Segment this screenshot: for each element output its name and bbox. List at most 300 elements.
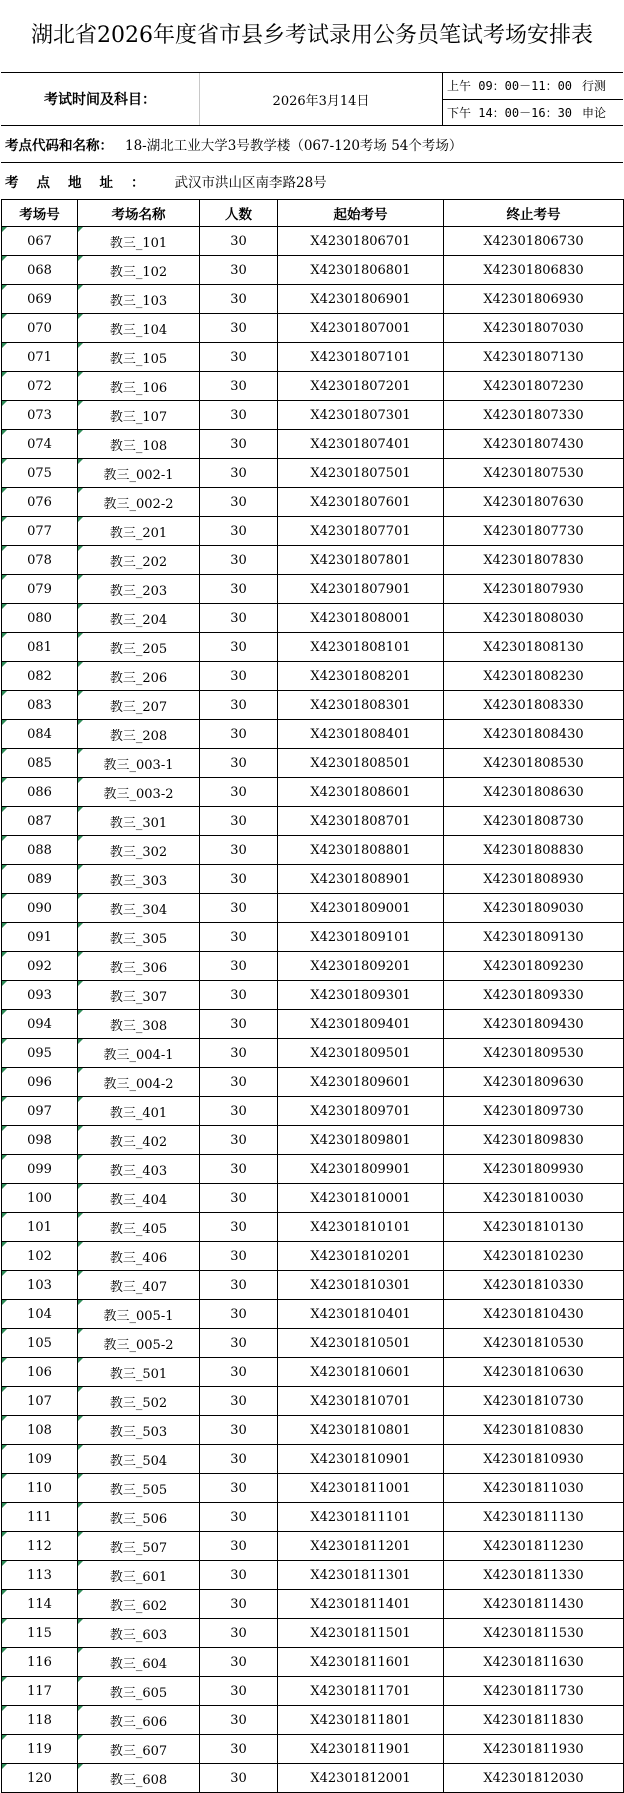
count-cell: 30 [200,575,278,604]
start-id-cell: X42301807401 [278,430,444,459]
room-no-cell: 118 [2,1706,78,1735]
end-id-cell: X42301807430 [444,430,624,459]
room-name-cell: 教三_005-1 [78,1300,200,1329]
count-cell: 30 [200,314,278,343]
end-id-cell: X42301810230 [444,1242,624,1271]
end-id-cell: X42301811630 [444,1648,624,1677]
room-no-cell: 092 [2,952,78,981]
room-no-cell: 097 [2,1097,78,1126]
room-no-cell: 079 [2,575,78,604]
room-name-cell: 教三_505 [78,1474,200,1503]
end-id-cell: X42301807330 [444,401,624,430]
table-row [2,1213,624,1242]
room-name-cell: 教三_208 [78,720,200,749]
count-cell: 30 [200,807,278,836]
count-cell: 30 [200,662,278,691]
count-cell: 30 [200,1358,278,1387]
room-no-cell: 108 [2,1416,78,1445]
room-name-cell: 教三_403 [78,1155,200,1184]
exam-time-label: 考试时间及科目： [1,73,200,125]
table-row [2,546,624,575]
table-row [2,1010,624,1039]
start-id-cell: X42301809201 [278,952,444,981]
room-no-cell: 114 [2,1590,78,1619]
table-row [2,633,624,662]
room-no-cell: 109 [2,1445,78,1474]
start-id-cell: X42301808601 [278,778,444,807]
exam-time-row [1,72,623,125]
count-cell: 30 [200,720,278,749]
table-row [2,401,624,430]
table-row [2,1039,624,1068]
room-no-cell: 110 [2,1474,78,1503]
count-cell: 30 [200,401,278,430]
end-id-cell: X42301809930 [444,1155,624,1184]
room-no-cell: 073 [2,401,78,430]
count-cell: 30 [200,923,278,952]
end-id-cell: X42301811130 [444,1503,624,1532]
room-no-cell: 100 [2,1184,78,1213]
session-morning-time: 上午 09：00－11：00 [447,79,573,94]
sheet-title: 湖北省2026年度省市县乡考试录用公务员笔试考场安排表 [31,23,593,48]
end-id-cell: X42301808630 [444,778,624,807]
count-cell: 30 [200,1445,278,1474]
start-id-cell: X42301808001 [278,604,444,633]
table-row [2,285,624,314]
end-id-cell: X42301808830 [444,836,624,865]
table-row [2,1300,624,1329]
end-id-cell: X42301806830 [444,256,624,285]
start-id-cell: X42301810101 [278,1213,444,1242]
start-id-cell: X42301809701 [278,1097,444,1126]
end-id-cell: X42301809630 [444,1068,624,1097]
room-no-cell: 081 [2,633,78,662]
start-id-cell: X42301809801 [278,1126,444,1155]
end-id-cell: X42301807730 [444,517,624,546]
table-row [2,517,624,546]
count-cell: 30 [200,488,278,517]
start-id-cell: X42301811401 [278,1590,444,1619]
room-no-cell: 071 [2,343,78,372]
count-cell: 30 [200,1764,278,1793]
end-id-cell: X42301807030 [444,314,624,343]
count-cell: 30 [200,1590,278,1619]
start-id-cell: X42301809301 [278,981,444,1010]
count-cell: 30 [200,633,278,662]
start-id-cell: X42301807801 [278,546,444,575]
room-no-cell: 095 [2,1039,78,1068]
end-id-cell: X42301810430 [444,1300,624,1329]
start-id-cell: X42301807201 [278,372,444,401]
end-id-cell: X42301810730 [444,1387,624,1416]
count-cell: 30 [200,1619,278,1648]
table-row [2,227,624,256]
start-id-cell: X42301810801 [278,1416,444,1445]
end-id-cell: X42301811430 [444,1590,624,1619]
end-id-cell: X42301810030 [444,1184,624,1213]
room-no-cell: 077 [2,517,78,546]
start-id-cell: X42301807301 [278,401,444,430]
address-row [1,162,623,199]
room-no-cell: 103 [2,1271,78,1300]
header-room-name: 考场名称 [78,200,200,227]
count-cell: 30 [200,372,278,401]
start-id-cell: X42301808101 [278,633,444,662]
table-row [2,1648,624,1677]
table-row [2,1184,624,1213]
start-id-cell: X42301808301 [278,691,444,720]
room-no-cell: 070 [2,314,78,343]
end-id-cell: X42301811930 [444,1735,624,1764]
end-id-cell: X42301807830 [444,546,624,575]
exam-date: 2026年3月14日 [200,73,443,125]
room-name-cell: 教三_002-2 [78,488,200,517]
start-id-cell: X42301809401 [278,1010,444,1039]
start-id-cell: X42301808701 [278,807,444,836]
start-id-cell: X42301810901 [278,1445,444,1474]
room-no-cell: 096 [2,1068,78,1097]
room-no-cell: 105 [2,1329,78,1358]
room-no-cell: 085 [2,749,78,778]
count-cell: 30 [200,749,278,778]
table-row [2,1474,624,1503]
room-name-cell: 教三_003-2 [78,778,200,807]
table-row [2,459,624,488]
room-no-cell: 117 [2,1677,78,1706]
room-no-cell: 072 [2,372,78,401]
start-id-cell: X42301808201 [278,662,444,691]
start-id-cell: X42301810201 [278,1242,444,1271]
count-cell: 30 [200,604,278,633]
end-id-cell: X42301812030 [444,1764,624,1793]
session-morning [443,73,623,99]
table-row [2,1155,624,1184]
table-row [2,1677,624,1706]
room-name-cell: 教三_605 [78,1677,200,1706]
count-cell: 30 [200,865,278,894]
table-row [2,604,624,633]
count-cell: 30 [200,894,278,923]
start-id-cell: X42301810601 [278,1358,444,1387]
room-name-cell: 教三_107 [78,401,200,430]
count-cell: 30 [200,1329,278,1358]
table-row [2,1445,624,1474]
table-row [2,1068,624,1097]
start-id-cell: X42301809501 [278,1039,444,1068]
count-cell: 30 [200,256,278,285]
table-row [2,1735,624,1764]
table-row [2,1619,624,1648]
room-name-cell: 教三_205 [78,633,200,662]
end-id-cell: X42301808730 [444,807,624,836]
end-id-cell: X42301809230 [444,952,624,981]
session-afternoon-time: 下午 14：00－16：30 [447,105,573,120]
end-id-cell: X42301809430 [444,1010,624,1039]
room-no-cell: 104 [2,1300,78,1329]
start-id-cell: X42301811201 [278,1532,444,1561]
room-name-cell: 教三_301 [78,807,200,836]
room-no-cell: 080 [2,604,78,633]
room-no-cell: 102 [2,1242,78,1271]
table-row [2,314,624,343]
room-name-cell: 教三_402 [78,1126,200,1155]
start-id-cell: X42301811601 [278,1648,444,1677]
table-row [2,807,624,836]
header-room-no: 考场号 [2,200,78,227]
session-afternoon-subject: 申论 [582,105,607,120]
start-id-cell: X42301810001 [278,1184,444,1213]
room-no-cell: 078 [2,546,78,575]
start-id-cell: X42301808501 [278,749,444,778]
end-id-cell: X42301808430 [444,720,624,749]
end-id-cell: X42301810930 [444,1445,624,1474]
table-row [2,1590,624,1619]
table-row [2,488,624,517]
table-row [2,1387,624,1416]
room-no-cell: 087 [2,807,78,836]
count-cell: 30 [200,1387,278,1416]
address-label: 考点地址： [5,175,163,191]
table-row [2,575,624,604]
room-no-cell: 090 [2,894,78,923]
room-name-cell: 教三_504 [78,1445,200,1474]
count-cell: 30 [200,227,278,256]
room-name-cell: 教三_105 [78,343,200,372]
room-name-cell: 教三_602 [78,1590,200,1619]
room-name-cell: 教三_501 [78,1358,200,1387]
room-name-cell: 教三_302 [78,836,200,865]
room-no-cell: 075 [2,459,78,488]
start-id-cell: X42301808901 [278,865,444,894]
end-id-cell: X42301808130 [444,633,624,662]
start-id-cell: X42301811301 [278,1561,444,1590]
table-row [2,981,624,1010]
start-id-cell: X42301810301 [278,1271,444,1300]
room-no-cell: 074 [2,430,78,459]
start-id-cell: X42301808801 [278,836,444,865]
room-no-cell: 113 [2,1561,78,1590]
end-id-cell: X42301806730 [444,227,624,256]
end-id-cell: X42301808230 [444,662,624,691]
room-name-cell: 教三_101 [78,227,200,256]
start-id-cell: X42301807701 [278,517,444,546]
end-id-cell: X42301810330 [444,1271,624,1300]
count-cell: 30 [200,1532,278,1561]
end-id-cell: X42301809830 [444,1126,624,1155]
start-id-cell: X42301810401 [278,1300,444,1329]
table-row [2,952,624,981]
room-no-cell: 069 [2,285,78,314]
end-id-cell: X42301810830 [444,1416,624,1445]
room-name-cell: 教三_606 [78,1706,200,1735]
end-id-cell: X42301811030 [444,1474,624,1503]
room-name-cell: 教三_106 [78,372,200,401]
table-row [2,372,624,401]
end-id-cell: X42301811330 [444,1561,624,1590]
end-id-cell: X42301807630 [444,488,624,517]
room-no-cell: 112 [2,1532,78,1561]
table-row [2,256,624,285]
table-row [2,1416,624,1445]
room-name-cell: 教三_407 [78,1271,200,1300]
count-cell: 30 [200,952,278,981]
room-name-cell: 教三_004-1 [78,1039,200,1068]
room-name-cell: 教三_202 [78,546,200,575]
end-id-cell: X42301809330 [444,981,624,1010]
end-id-cell: X42301809530 [444,1039,624,1068]
room-name-cell: 教三_603 [78,1619,200,1648]
address-value: 武汉市洪山区南李路28号 [174,175,327,191]
table-row [2,1561,624,1590]
room-no-cell: 067 [2,227,78,256]
end-id-cell: X42301811730 [444,1677,624,1706]
count-cell: 30 [200,1503,278,1532]
room-name-cell: 教三_401 [78,1097,200,1126]
start-id-cell: X42301811901 [278,1735,444,1764]
room-name-cell: 教三_307 [78,981,200,1010]
count-cell: 30 [200,517,278,546]
room-name-cell: 教三_608 [78,1764,200,1793]
count-cell: 30 [200,1155,278,1184]
start-id-cell: X42301807001 [278,314,444,343]
start-id-cell: X42301811701 [278,1677,444,1706]
room-no-cell: 115 [2,1619,78,1648]
table-row [2,430,624,459]
start-id-cell: X42301810501 [278,1329,444,1358]
count-cell: 30 [200,430,278,459]
exam-room-table [1,199,624,1793]
table-row [2,1503,624,1532]
room-no-cell: 089 [2,865,78,894]
exam-sessions [443,73,623,125]
table-row [2,1532,624,1561]
count-cell: 30 [200,1010,278,1039]
session-morning-subject: 行测 [582,79,607,94]
count-cell: 30 [200,1184,278,1213]
room-name-cell: 教三_308 [78,1010,200,1039]
count-cell: 30 [200,459,278,488]
count-cell: 30 [200,1213,278,1242]
start-id-cell: X42301811801 [278,1706,444,1735]
room-no-cell: 088 [2,836,78,865]
room-name-cell: 教三_305 [78,923,200,952]
room-name-cell: 教三_004-2 [78,1068,200,1097]
end-id-cell: X42301811530 [444,1619,624,1648]
room-name-cell: 教三_201 [78,517,200,546]
table-row [2,865,624,894]
table-row [2,720,624,749]
end-id-cell: X42301807930 [444,575,624,604]
end-id-cell: X42301809730 [444,1097,624,1126]
room-no-cell: 094 [2,1010,78,1039]
end-id-cell: X42301808530 [444,749,624,778]
room-no-cell: 091 [2,923,78,952]
end-id-cell: X42301811830 [444,1706,624,1735]
count-cell: 30 [200,1271,278,1300]
start-id-cell: X42301808401 [278,720,444,749]
exam-arrangement-sheet [1,0,623,1793]
end-id-cell: X42301808330 [444,691,624,720]
table-body [2,227,624,1793]
room-no-cell: 120 [2,1764,78,1793]
header-count: 人数 [200,200,278,227]
room-no-cell: 093 [2,981,78,1010]
room-name-cell: 教三_404 [78,1184,200,1213]
count-cell: 30 [200,1300,278,1329]
room-name-cell: 教三_206 [78,662,200,691]
table-row [2,749,624,778]
count-cell: 30 [200,981,278,1010]
count-cell: 30 [200,1068,278,1097]
count-cell: 30 [200,343,278,372]
session-afternoon [443,99,623,126]
count-cell: 30 [200,1097,278,1126]
count-cell: 30 [200,1039,278,1068]
table-row [2,662,624,691]
room-no-cell: 106 [2,1358,78,1387]
table-row [2,894,624,923]
table-row [2,1329,624,1358]
room-no-cell: 098 [2,1126,78,1155]
room-no-cell: 116 [2,1648,78,1677]
room-name-cell: 教三_306 [78,952,200,981]
room-name-cell: 教三_003-1 [78,749,200,778]
table-row [2,1242,624,1271]
room-name-cell: 教三_506 [78,1503,200,1532]
count-cell: 30 [200,1561,278,1590]
count-cell: 30 [200,1648,278,1677]
end-id-cell: X42301808930 [444,865,624,894]
count-cell: 30 [200,1474,278,1503]
start-id-cell: X42301810701 [278,1387,444,1416]
start-id-cell: X42301806901 [278,285,444,314]
count-cell: 30 [200,1735,278,1764]
room-name-cell: 教三_406 [78,1242,200,1271]
room-name-cell: 教三_601 [78,1561,200,1590]
start-id-cell: X42301807601 [278,488,444,517]
table-row [2,691,624,720]
room-no-cell: 084 [2,720,78,749]
start-id-cell: X42301807901 [278,575,444,604]
room-name-cell: 教三_005-2 [78,1329,200,1358]
site-label: 考点代码和名称： [5,138,113,154]
end-id-cell: X42301810130 [444,1213,624,1242]
room-name-cell: 教三_405 [78,1213,200,1242]
room-name-cell: 教三_303 [78,865,200,894]
start-id-cell: X42301811001 [278,1474,444,1503]
start-id-cell: X42301811101 [278,1503,444,1532]
start-id-cell: X42301809001 [278,894,444,923]
end-id-cell: X42301809030 [444,894,624,923]
room-name-cell: 教三_104 [78,314,200,343]
header-start-id: 起始考号 [278,200,444,227]
table-row [2,1706,624,1735]
room-name-cell: 教三_002-1 [78,459,200,488]
table-row [2,1097,624,1126]
room-no-cell: 083 [2,691,78,720]
start-id-cell: X42301809901 [278,1155,444,1184]
count-cell: 30 [200,1126,278,1155]
count-cell: 30 [200,691,278,720]
room-name-cell: 教三_203 [78,575,200,604]
table-row [2,1126,624,1155]
end-id-cell: X42301809130 [444,923,624,952]
room-no-cell: 107 [2,1387,78,1416]
room-name-cell: 教三_507 [78,1532,200,1561]
room-name-cell: 教三_604 [78,1648,200,1677]
table-row [2,1271,624,1300]
table-header-row [2,200,624,227]
